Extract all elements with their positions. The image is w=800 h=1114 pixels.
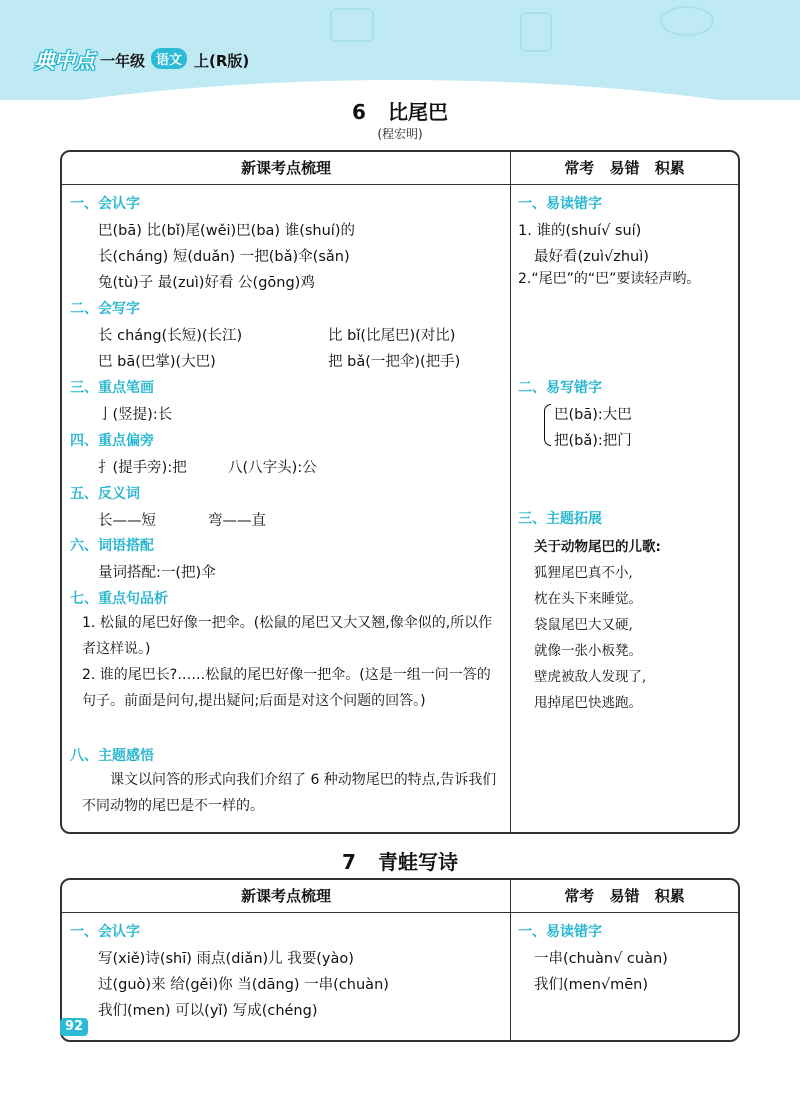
lesson-author: (程宏明): [377, 127, 423, 141]
lesson-number: 6: [352, 100, 366, 124]
text-line: 巴 bā(巴掌)(大巴): [98, 354, 216, 370]
text-line: 长(cháng) 短(duǎn) 一把(bǎ)伞(sǎn): [98, 249, 350, 265]
section-title: 三、重点笔画: [70, 380, 154, 396]
text-line: 长——短: [98, 513, 156, 529]
section-title: 七、重点句品析: [70, 591, 168, 607]
right-column-title: 常考 易错 积累: [564, 887, 685, 905]
song-title: 关于动物尾巴的儿歌:: [534, 539, 661, 555]
text-line: 过(guò)来 给(gěi)你 当(dāng) 一串(chuàn): [98, 977, 389, 993]
text-line: 1. 谁的(shuí√ suí): [518, 223, 642, 239]
section-title: 四、重点偏旁: [70, 433, 154, 449]
section-title: 三、主题拓展: [518, 511, 602, 527]
text-line: 亅(竖提):长: [98, 407, 173, 423]
text-line: 比 bǐ(比尾巴)(对比): [328, 328, 456, 344]
section-title: 一、易读错字: [518, 196, 602, 212]
section-title: 五、反义词: [70, 486, 140, 502]
box-header: [62, 152, 738, 185]
text-line: 巴(bā):大巴: [554, 407, 632, 423]
text-line: 我们(men) 可以(yǐ) 写成(chéng): [98, 1003, 318, 1019]
song-line: 狐狸尾巴真不小,: [534, 565, 633, 581]
text-line: 量词搭配:一(把)伞: [98, 565, 216, 581]
page-header: [0, 0, 800, 100]
section-title: 一、易读错字: [518, 924, 602, 940]
text-line: 弯——直: [208, 513, 266, 529]
song-line: 壁虎被敌人发现了,: [534, 669, 647, 685]
page-number: 92: [60, 1018, 88, 1036]
paragraph: 课文以问答的形式向我们介绍了 6 种动物尾巴的特点,告诉我们不同动物的尾巴是不一样的。: [82, 772, 497, 814]
section-title: 二、会写字: [70, 301, 140, 317]
text-line: 兔(tù)子 最(zuì)好看 公(gōng)鸡: [98, 275, 315, 291]
left-column-title: 新课考点梳理: [240, 159, 331, 177]
text-line: 扌(提手旁):把: [98, 460, 187, 476]
section-title: 一、会认字: [70, 196, 140, 212]
song-line: 就像一张小板凳。: [534, 643, 642, 659]
text-line: 最好看(zuì√zhuì): [534, 249, 649, 265]
box-header: [62, 880, 738, 913]
grade-label: 一年级: [100, 52, 146, 70]
lesson-number: 7: [342, 850, 356, 874]
edition-label: 上(R版): [194, 52, 250, 70]
text-line: 一串(chuàn√ cuàn): [534, 951, 668, 967]
right-column-title: 常考 易错 积累: [564, 159, 685, 177]
column-divider: [510, 880, 511, 1040]
brace-icon: [544, 404, 551, 446]
lesson-6-title: [0, 96, 800, 125]
section-title: 一、会认字: [70, 924, 140, 940]
text-line: 八(八字头):公: [228, 460, 317, 476]
section-title: 二、易写错字: [518, 380, 602, 396]
text-line: 我们(men√mēn): [534, 977, 649, 993]
text-line: 把 bǎ(一把伞)(把手): [328, 354, 461, 370]
section-title: 六、词语搭配: [70, 538, 154, 554]
left-column-title: 新课考点梳理: [240, 887, 331, 905]
text-line: 把(bǎ):把门: [554, 433, 632, 449]
lesson-7-title: [0, 846, 800, 875]
paragraph: 2.“尾巴”的“巴”要读轻声哟。: [518, 271, 701, 287]
decorative-doodle: [660, 6, 714, 36]
paragraph: 1. 松鼠的尾巴好像一把伞。(松鼠的尾巴又大又翘,像伞似的,所以作者这样说。): [82, 615, 493, 657]
lesson-7-box: [60, 878, 740, 1042]
song-line: 袋鼠尾巴大又硬,: [534, 617, 633, 633]
subject-badge: 语文: [151, 48, 187, 69]
song-line: 枕在头下来睡觉。: [534, 591, 642, 607]
lesson-name: 青蛙写诗: [377, 850, 458, 874]
lesson-name: 比尾巴: [387, 100, 448, 124]
decorative-doodle: [330, 8, 374, 42]
text-line: 巴(bā) 比(bǐ)尾(wěi)巴(ba) 谁(shuí)的: [98, 223, 355, 239]
column-divider: [510, 152, 511, 832]
text-line: 长 cháng(长短)(长江): [98, 328, 243, 344]
section-title: 八、主题感悟: [70, 748, 154, 764]
text-line: 写(xiě)诗(shī) 雨点(diǎn)儿 我要(yào): [98, 951, 354, 967]
paragraph: 2. 谁的尾巴长?……松鼠的尾巴好像一把伞。(这是一组一问一答的句子。前面是问句,提出疑问;后面是对这个问题的回答。): [82, 667, 491, 709]
lesson-6-box: [60, 150, 740, 834]
song-line: 甩掉尾巴快逃跑。: [534, 695, 642, 711]
decorative-doodle: [520, 12, 552, 52]
brand-logo: 典中点: [34, 49, 94, 73]
